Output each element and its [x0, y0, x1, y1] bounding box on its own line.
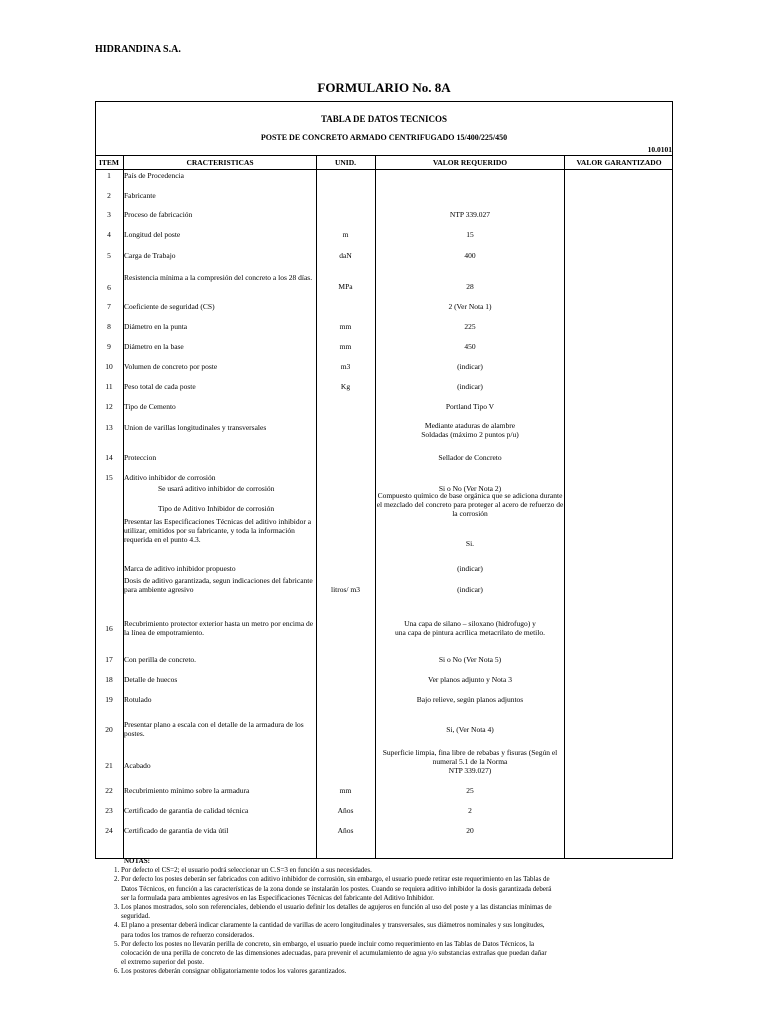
row-required-value: (indicar)	[457, 362, 483, 371]
header-unit: UNID.	[334, 158, 357, 167]
table-header	[95, 155, 673, 170]
row-characteristic: Fabricante	[124, 191, 156, 200]
row-unit: Años	[337, 826, 354, 835]
row-unit: MPa	[338, 282, 353, 291]
row-characteristic: Certificado de garantía de calidad técnica	[124, 806, 249, 815]
notes-list	[112, 866, 552, 976]
row-unit: litros/ m3	[331, 585, 360, 594]
header-guaranteed-value: VALOR GARANTIZADO	[576, 158, 662, 167]
row-characteristic: Presentar las Especificaciones Técnicas del aditivo inhibidor a utilizar, emitidos por su fabricante, y toda la información requerida en el punto 4.3.	[124, 517, 312, 544]
row-required-value: Si, (Ver Nota 4)	[446, 725, 494, 734]
row-required-value: Portland Tipo V	[445, 402, 495, 411]
row-item-number: 15	[105, 473, 113, 482]
row-item-number: 5	[107, 251, 111, 260]
row-required-value: 20	[466, 826, 474, 835]
row-item-number: 10	[105, 362, 113, 371]
row-characteristic: Dosis de aditivo garantizada, segun indicaciones del fabricante para ambiente agresivo	[124, 576, 313, 594]
row-required-value: 2	[468, 806, 472, 815]
row-required-value: 400	[464, 251, 476, 260]
notes-section	[112, 857, 552, 977]
row-characteristic: Carga de Trabajo	[124, 251, 176, 260]
row-required-value: Si o No (Ver Nota 5)	[438, 655, 502, 664]
row-item-number: 9	[107, 342, 111, 351]
row-item-number: 17	[105, 655, 113, 664]
column-divider	[564, 155, 565, 859]
row-required-value: Mediante ataduras de alambre Soldadas (máximo 2 puntos p/u)	[421, 421, 519, 439]
row-item-number: 2	[107, 191, 111, 200]
row-unit: Kg	[340, 382, 351, 391]
row-required-value: Bajo relieve, según planos adjuntos	[416, 695, 524, 704]
row-required-value: 15	[466, 230, 474, 239]
row-item-number: 14	[105, 453, 113, 462]
table-title: TABLA DE DATOS TECNICOS	[320, 114, 448, 124]
note-item: 4. El plano a presentar deberá indicar claramente la cantidad de varillas de acero longitudinales y transversales, sus diámetros nominales y sus longitudes, para todos los tramos de refuerzo considerados.	[114, 921, 545, 939]
row-required-value: (indicar)	[457, 564, 483, 573]
row-item-number: 6	[107, 283, 111, 292]
row-characteristic: Union de varillas longitudinales y transversales	[124, 423, 267, 432]
note-item: 5. Por defecto los postes no llevarán perilla de concreto, sin embargo, el usuario puede incluir como requerimiento en las Tablas de Datos Técnicos, la colocación de una perilla de concreto de las dimensiones adecuadas, para prevenir el acumulamiento de agua y/o substancias extrañas que puedan dañar el extremo superior del poste.	[114, 939, 547, 967]
row-characteristic: Proteccion	[124, 453, 157, 462]
header-item: ITEM	[98, 158, 119, 167]
row-required-value: 450	[464, 342, 476, 351]
note-item: 3. Los planos mostrados, solo son referenciales, debiendo el usuario definir los detalles de agujeros en función al uso del poste y a las distancias mínimas de seguridad.	[114, 903, 552, 921]
row-item-number: 1	[107, 171, 111, 180]
row-item-number: 19	[105, 695, 113, 704]
row-characteristic: Presentar plano a escala con el detalle de la armadura de los postes.	[124, 720, 304, 738]
row-item-number: 22	[105, 786, 113, 795]
row-item-number: 7	[107, 302, 111, 311]
table-code: 10.0101	[647, 145, 672, 154]
row-characteristic: Rotulado	[124, 695, 152, 704]
row-item-number: 21	[105, 761, 113, 770]
row-characteristic: Marca de aditivo inhibidor propuesto	[124, 564, 236, 573]
row-characteristic: Tipo de Aditivo Inhibidor de corrosión	[158, 504, 275, 513]
row-item-number: 4	[107, 230, 111, 239]
row-characteristic: Certificado de garantía de vida útil	[124, 826, 229, 835]
note-item: 6. Los postores deberán consignar obligatoriamente todos los valores garantizados.	[114, 967, 347, 976]
row-characteristic: Recubrimiento protector exterior hasta un metro por encima de la línea de empotramiento.	[124, 619, 314, 637]
row-characteristic: Peso total de cada poste	[124, 382, 196, 391]
row-characteristic: Recubrimiento mínimo sobre la armadura	[124, 786, 250, 795]
row-characteristic: Acabado	[124, 761, 151, 770]
row-characteristic: Proceso de fabricación	[124, 210, 193, 219]
header-characteristics: CRACTERISTICAS	[186, 158, 254, 167]
row-characteristic: Con perilla de concreto.	[124, 655, 197, 664]
row-item-number: 24	[105, 826, 113, 835]
row-required-value: 2 (Ver Nota 1)	[448, 302, 492, 311]
company-name: HIDRANDINA S.A.	[95, 44, 181, 55]
row-required-value: NTP 339.027	[449, 210, 491, 219]
row-item-number: 13	[105, 423, 113, 432]
row-item-number: 12	[105, 402, 113, 411]
row-required-value: Si.	[465, 539, 475, 548]
row-characteristic: Diámetro en la base	[124, 342, 184, 351]
row-required-value: 25	[466, 786, 474, 795]
row-unit: mm	[339, 322, 352, 331]
row-required-value: Compuesto químico de base orgánica que se adiciona durante el mezclado del concreto para proteger al acero de refuerzo de la corrosión	[376, 491, 564, 518]
row-unit: m	[342, 230, 349, 239]
row-characteristic: Tipo de Cemento	[124, 402, 176, 411]
table-subtitle: POSTE DE CONCRETO ARMADO CENTRIFUGADO 15/400/225/450	[260, 133, 508, 142]
row-required-value: (indicar)	[457, 585, 483, 594]
row-characteristic: Se usará aditivo inhibidor de corrosión	[158, 484, 275, 493]
row-item-number: 20	[105, 725, 113, 734]
row-unit: mm	[339, 786, 352, 795]
row-item-number: 18	[105, 675, 113, 684]
row-required-value: 28	[466, 282, 474, 291]
header-required-value: VALOR REQUERIDO	[432, 158, 508, 167]
row-required-value: Ver planos adjunto y Nota 3	[428, 675, 512, 684]
row-required-value: 225	[464, 322, 476, 331]
row-unit: mm	[339, 342, 352, 351]
row-required-value: Una capa de silano – siloxano (hidrofugo) y una capa de pintura acrílica metacrilato de metilo.	[395, 619, 545, 637]
row-characteristic: Longitud del poste	[124, 230, 181, 239]
notes-title: NOTAS:	[124, 857, 150, 865]
row-unit: daN	[339, 251, 352, 260]
row-required-value: Sellador de Concreto	[438, 453, 502, 462]
row-characteristic: Detalle de huecos	[124, 675, 178, 684]
row-unit: Años	[337, 806, 354, 815]
row-required-value: Si o No (Ver Nota 2)	[438, 484, 502, 493]
note-item: 1. Por defecto el CS=2; el usuario podrá seleccionar un C.S=3 en función a sus necesidades.	[114, 866, 372, 875]
row-characteristic: Volumen de concreto por poste	[124, 362, 218, 371]
row-item-number: 3	[107, 210, 111, 219]
form-title: FORMULARIO No. 8A	[317, 80, 451, 95]
note-item: 2. Por defecto los postes deberán ser fabricados con aditivo inhibidor de corrosión, sin embargo, el usuario puede retirar este requerimiento en las Tablas de Datos Técnicos, en función a las características de la zona donde se instalarán los postes. Cuando se requiera aditivo inhibidor la dosis garantizada deberá ser la formulada para ambientes agresivos en las Especificaciones Técnicas del fabricante del Aditivo Inhibidor.	[114, 875, 552, 902]
row-characteristic: País de Procedencia	[124, 171, 184, 180]
row-characteristic: Coeficiente de seguridad (CS)	[124, 302, 215, 311]
row-item-number: 11	[105, 382, 113, 391]
column-divider	[123, 155, 124, 859]
row-required-value: Superficie limpia, fina libre de rebabas y fisuras (Según el numeral 5.1 de la Norma NTP 339.027)	[382, 748, 558, 775]
row-unit: m3	[340, 362, 351, 371]
row-required-value: (indicar)	[457, 382, 483, 391]
row-item-number: 16	[105, 624, 113, 633]
row-item-number: 23	[105, 806, 113, 815]
row-characteristic: Resistencia mínima a la compresión del concreto a los 28 días.	[124, 273, 313, 282]
row-characteristic: Aditivo inhibidor de corrosión	[124, 473, 216, 482]
row-characteristic: Diámetro en la punta	[124, 322, 188, 331]
row-item-number: 8	[107, 322, 111, 331]
